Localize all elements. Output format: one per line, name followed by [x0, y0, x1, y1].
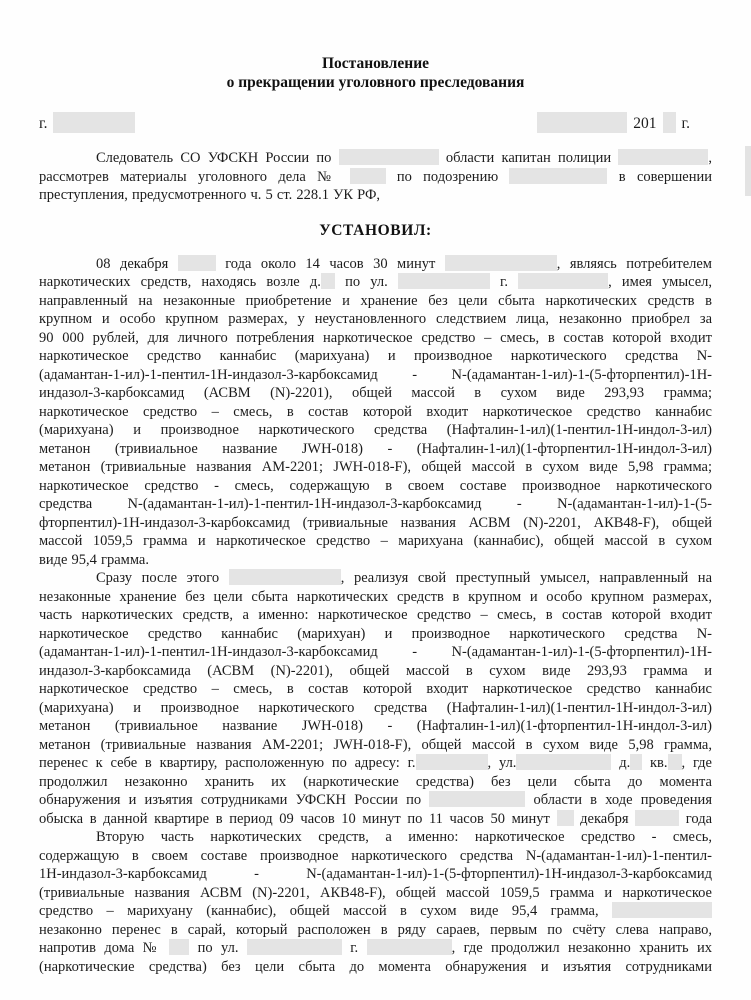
document-body — [39, 149, 712, 976]
document-line — [39, 736, 712, 755]
document-line — [39, 902, 712, 921]
text-run: средство – марихуану (каннабис), общей массой в сухом виде 95,4 грамма, — [39, 903, 612, 919]
text-run: напротив дома № — [39, 940, 170, 956]
text-run: наркотическое средство – смесь, в состав которой входит наркотическое средство каннабис — [39, 681, 712, 697]
text-run: метанон (тривиальные названия АМ-2201; JWH-018-F), общей массой в сухом виде 5,98 грамма, — [39, 736, 712, 753]
text-run: рассмотрев материалы уголовного дела № — [39, 168, 350, 185]
redaction-box — [429, 791, 525, 807]
place-of-issue — [39, 112, 135, 133]
text-run: наркотических средств, находясь возле д. — [39, 274, 321, 290]
document-line — [39, 347, 712, 366]
redaction-box — [247, 939, 342, 955]
title-line-1: Постановление — [321, 55, 430, 72]
document-line — [39, 149, 712, 168]
document-line — [39, 625, 712, 644]
text-run: по подозрению — [385, 168, 510, 185]
facts-container — [39, 255, 712, 977]
text-run: перенес к себе в квартиру, расположенную по адресу: г. — [39, 755, 416, 771]
text-run: года — [679, 810, 712, 827]
document-line — [39, 384, 712, 403]
document-line — [39, 440, 712, 459]
year-digit-redaction-box — [663, 112, 676, 133]
document-line — [39, 791, 712, 810]
text-run: (наркотические средства) без цели сбыта до момента обнаружения и изъятия сотрудниками — [39, 958, 712, 975]
document-line — [39, 421, 712, 440]
text-run: кв. — [642, 755, 668, 771]
text-run: метанон (тривиальное название JWH-018) - (Нафталин-1-ил)(1-фторпентил-1Н-индол-3-ил) — [39, 440, 712, 457]
redaction-box — [339, 149, 439, 165]
text-run: по ул. — [189, 940, 247, 956]
city-label: г. — [39, 115, 48, 132]
text-run: по ул. — [334, 274, 398, 290]
ustanovil-heading: УСТАНОВИЛ: — [319, 221, 432, 239]
document-line — [39, 403, 712, 422]
text-run: 08 декабря — [96, 255, 178, 272]
text-run: д. — [611, 755, 631, 771]
document-line — [39, 310, 712, 329]
text-run: в совершении — [607, 168, 712, 185]
date-place-row — [39, 111, 712, 133]
date-of-issue — [537, 112, 690, 133]
text-run: фторпентил)-1Н-индазол-3-карбоксамид (тривиальные названия АСВМ (N)-2201, АКВ48-F), общей — [39, 514, 712, 531]
text-run: , являясь потребителем — [556, 255, 712, 272]
text-run: направленный на незаконные приобретение и хранение без цели сбыта наркотических средств в — [39, 292, 712, 309]
document-line — [39, 939, 712, 958]
document-line — [39, 884, 712, 903]
text-run: (марихуана) и производное наркотического средства (Нафталин-1-ил)(1-пентил-1Н-индол-3-ил) — [39, 699, 712, 716]
year-prefix: 201 — [633, 115, 657, 132]
text-run: индазол-3-карбоксамида (АСВМ (N)-2201), общей массой в сухом виде 293,93 грамма и — [39, 662, 712, 679]
text-run: , имея умысел, — [608, 274, 712, 290]
redaction-box — [518, 273, 608, 289]
redaction-box — [367, 939, 452, 955]
document-line — [39, 606, 712, 625]
text-run: средства N-(адамантан-1-ил)-1-пентил-1Н-индазол-3-карбоксамид - N-(адамантан-1-ил)-1-(5- — [39, 496, 712, 512]
text-run: виде 95,4 грамма. — [39, 551, 149, 568]
text-run: , реализуя свой преступный умысел, направленный на — [340, 570, 712, 586]
date-redaction-box — [537, 112, 627, 133]
paragraph-facts-acquisition — [39, 255, 712, 570]
paragraph-facts-storage-shed — [39, 828, 712, 976]
document-line — [39, 865, 712, 884]
paragraph-preamble — [39, 149, 712, 205]
document-line — [39, 847, 712, 866]
text-run: метанон (тривиальное название JWH-018) - (Нафталин-1-ил)(1-фторпентил-1Н-индол-3-ил) — [39, 718, 712, 734]
document-line — [39, 458, 712, 477]
redaction-box — [350, 168, 386, 184]
document-line — [39, 255, 712, 274]
redaction-box — [445, 255, 557, 271]
document-line — [39, 958, 712, 977]
text-run: обнаружения и изъятия сотрудниками УФСКН России по — [39, 792, 430, 808]
document-line — [39, 477, 712, 496]
document-line — [39, 366, 712, 385]
text-run: Вторую часть наркотических средств, а именно: наркотическое средство - смесь, — [96, 829, 712, 845]
redaction-box — [416, 754, 488, 770]
title-line-2: о прекращении уголовного преследования — [226, 74, 525, 91]
document-title — [39, 54, 712, 92]
text-run: часть наркотических средств, а именно: наркотическое средство – смесь, в состав которой входит — [39, 607, 712, 623]
text-run: наркотическое средство каннабис (марихуана) и производное наркотического средства N- — [39, 348, 712, 364]
text-run: 1Н-индазол-3-карбоксамид - N-(адамантан-1-ил)-1-(5-фторпентил)-1Н-индазол-3-карбоксамид — [39, 866, 712, 882]
text-run: Следователь СО УФСКН России по — [96, 150, 339, 166]
document-line — [39, 273, 712, 292]
city-redaction-box — [53, 112, 135, 133]
text-run: массой 1059,5 грамма и наркотическое средство – марихуана (каннабис), общей массой в сухом — [39, 533, 712, 549]
text-run: наркотическое средство каннабис (марихуан) и производное наркотического средства N- — [39, 625, 712, 642]
text-run: метанон (тривиальные названия АМ-2201; JWH-018-F), общей массой в сухом виде 5,98 грамма; — [39, 459, 712, 475]
redaction-box — [630, 754, 642, 770]
document-line — [39, 810, 712, 829]
redaction-box — [229, 569, 341, 585]
text-run: незаконные хранение без цели сбыта наркотических средств в крупном и особо крупном размерах, — [39, 588, 712, 605]
paragraph-facts-storage-apartment — [39, 569, 712, 828]
document-line — [39, 588, 712, 607]
text-run: , где — [681, 755, 712, 771]
document-line — [39, 551, 712, 570]
document-line — [39, 186, 712, 205]
text-run: (марихуана) и производное наркотического средства (Нафталин-1-ил)(1-пентил-1Н-индол-3-ил) — [39, 422, 712, 438]
text-run: г. — [489, 274, 519, 290]
document-line — [39, 680, 712, 699]
redaction-box — [635, 810, 679, 826]
document-line — [39, 662, 712, 681]
document-line — [39, 532, 712, 551]
document-line — [39, 514, 712, 533]
text-run: наркотическое средство - смесь, содержащую в своем составе производное наркотического — [39, 477, 712, 494]
document-line — [39, 921, 712, 940]
text-run: г. — [341, 940, 367, 956]
text-run: 90 000 рублей, для личного потребления наркотическое средство – смесь, в состав которой входит — [39, 329, 712, 346]
redaction-box — [178, 255, 216, 271]
text-run: декабря — [573, 810, 636, 827]
redaction-box — [321, 273, 335, 289]
redaction-box — [509, 168, 607, 184]
redaction-box — [516, 754, 611, 770]
document-line — [39, 569, 712, 588]
redaction-box — [618, 149, 708, 165]
text-run: крупном и особо крупном размерах, у неустановленного следствием лица, незаконно приобрел за — [39, 311, 712, 327]
text-run: , где продолжил незаконно хранить их — [451, 940, 712, 956]
year-suffix: г. — [681, 115, 690, 132]
text-run: области капитан полиции — [438, 150, 619, 166]
document-line — [39, 495, 712, 514]
document-line — [39, 168, 712, 187]
redaction-box — [612, 902, 712, 918]
text-run: продолжил незаконно хранить их (наркотические средства) без цели сбыта до момента — [39, 773, 712, 790]
text-run: области в ходе проведения — [525, 792, 712, 808]
text-run: незаконно перенес в сарай, который расположен в ряду сараев, первым по счёту слева направо, — [39, 921, 712, 938]
text-run: преступления, предусмотренного ч. 5 ст. 228.1 УК РФ, — [39, 187, 381, 203]
text-run: Сразу после этого — [96, 570, 229, 586]
text-run: индазол-3-карбоксамид (АСВМ (N)-2201), общей массой в сухом виде 293,93 грамма; — [39, 385, 712, 401]
text-run: , ул. — [487, 755, 517, 771]
redaction-box — [668, 754, 682, 770]
text-run: года около 14 часов 30 минут — [215, 255, 445, 272]
redaction-box — [398, 273, 490, 289]
text-run: (адамантан-1-ил)-1-пентил-1Н-индазол-3-карбоксамид - N-(адамантан-1-ил)-1-(5-фторпентил)-1Н- — [39, 366, 712, 383]
document-line — [39, 699, 712, 718]
scan-edge-artifact — [745, 146, 751, 196]
text-run: (адамантан-1-ил)-1-пентил-1Н-индазол-3-карбоксамид - N-(адамантан-1-ил)-1-(5-фторпентил)-1Н- — [39, 644, 712, 660]
text-run: обыска в данной квартире в период 09 часов 10 минут по 11 часов 50 минут — [39, 810, 557, 827]
document-line — [39, 828, 712, 847]
text-run: , — [708, 150, 712, 166]
text-run: (тривиальные названия АСВМ (N)-2201, АКВ48-F), общей массой 1059,5 грамма и наркотическое — [39, 884, 712, 901]
redaction-box — [169, 939, 189, 955]
document-line — [39, 329, 712, 348]
text-run: наркотическое средство – смесь, в состав которой входит наркотическое средство каннабис — [39, 403, 712, 420]
document-line — [39, 773, 712, 792]
document-line — [39, 754, 712, 773]
document-line — [39, 717, 712, 736]
text-run: содержащую в своем составе производное наркотического средства N-(адамантан-1-ил)-1-пентил- — [39, 847, 712, 864]
document-line — [39, 643, 712, 662]
preamble-container — [39, 149, 712, 205]
document-line — [39, 292, 712, 311]
redaction-box — [557, 810, 574, 826]
